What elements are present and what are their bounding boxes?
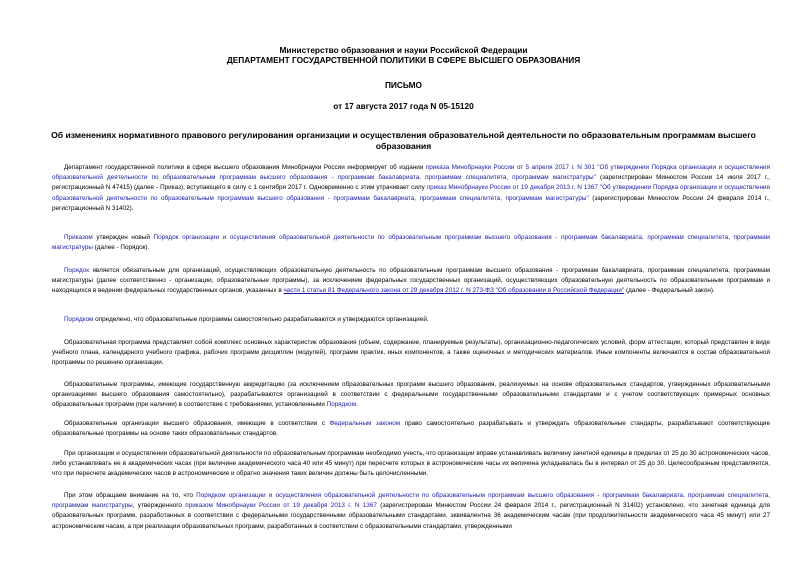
paragraph-text: Образовательная программа представляет собой комплекс основных характеристик образования (объем, содержание, планируемые результаты), организационно-педагогических условий, форм аттестации, который представлен в виде учебного плана, календарного учебного графика, рабочих программ дисциплин (модулей), программ практик, иных компонентов, а также оценочных и методических материалов. Иные компоненты включаются в состав образовательной программы по решению организации. — [52, 339, 770, 367]
paragraph-1 — [52, 163, 770, 214]
link-order-1367[interactable]: приказом Минобрнауки России от 19 декабря 2013 г. N 1367 — [185, 502, 377, 510]
link-federal-law-273[interactable]: части 1 статьи 81 Федерального закона от 29 декабря 2012 г. N 273-ФЗ "Об образовании в Российской Федерации" — [283, 287, 625, 295]
link-order-301[interactable]: приказа Минобрнауки России от 5 апреля 2017 г. N 301 "Об утверждении Порядка организации и осуществления образовательной деятельности по образовательным программам высшего образования - программам бакалавриата, программам специалитета, программам магистратуры" — [52, 164, 771, 182]
paragraph-4 — [52, 315, 770, 325]
link-procedure[interactable]: Порядок организации и осуществления образовательной деятельности по образовательным программам высшего образования - программам бакалавриата, программам специалитета, программам магистратуры — [52, 234, 770, 252]
paragraph-text: (далее - Порядок). — [92, 244, 150, 252]
paragraph-text: является обязательным для организаций, осуществляющих образовательную деятельность по образовательным программам высшего образования - программам бакалавриата, программам специалитета, программам магистратуры (далее соответственно - организации, образовательные программы), за исключением федеральных государственных организаций, осуществляющих образовательную деятельность по образовательным программам и находящихся в ведении федеральных государственных органов, указанных в — [52, 267, 770, 295]
paragraph-text: При организации и осуществлении образовательной деятельности по образовательным программам необходимо учесть, что организации вправе устанавливать величину зачетной единицы в пределах от 25 до 30 астрономических часов, либо устанавливать ее в академических часах (при величине академического часа 40 или 45 минут) при пересчете которых в астрономические часы их величина укладывалась бы в интервал от 25 до 30. Целесообразным представляется, что при пересчете академических часов в астрономические и обратно значения таких величин должны быть целочисленными. — [52, 450, 770, 478]
paragraph-2 — [52, 233, 770, 253]
paragraph-text: Департамент государственной политики в сфере высшего образования Минобрнауки России информирует об издании — [64, 164, 426, 171]
document-date-number: от 17 августа 2017 года N 05-15120 — [333, 101, 474, 111]
paragraph-3 — [52, 266, 770, 297]
paragraph-text: (зарегистрирован Минюстом России 24 февраля 2014 г., регистрационный N 31402) установлено, что зачетная единица для образовательных программ, разработанных в соответствии с федеральными государственными образовательными стандартами, эквивалентна 36 академическим часам (при продолжительности академического часа 45 минут) или 27 астрономическим часам, а при реализации образовательных программ, разработанных в соответствии с образовательными стандартами, утвержденными — [52, 502, 770, 530]
paragraph-text: При этом обращаем внимание на то, что — [64, 492, 197, 499]
link-procedure[interactable]: Порядком — [64, 316, 94, 323]
link-order-1367[interactable]: приказ Минобрнауки России от 19 декабря 2013 г. N 1367 "Об утверждении Порядка организации и осуществления образовательной деятельности по образовательным программам высшего образования - программам бакалавриата, программам специалитета, программам магистратуры" — [52, 184, 770, 202]
document-type: ПИСЬМО — [384, 80, 423, 90]
link-federal-law[interactable]: Федеральным законом — [329, 420, 401, 427]
paragraph-8 — [52, 449, 770, 480]
paragraph-text: Образовательные программы, имеющие государственную аккредитацию (за исключением образовательных программ высшего образования, реализуемых на основе образовательных стандартов, утвержденных образовательными организациями высшего образования самостоятельно), разрабатываются организацией в соответствии с федеральными государственными образовательными стандартами и с учетом соответствующих примерных основных образовательных программ (при наличии) в соответствие с требованиями, установленными — [52, 381, 770, 409]
paragraph-9 — [52, 491, 770, 532]
paragraph-text: (зарегистрирован Минюстом России 14 июля 2017 г., регистрационный N 47415) (далее - Приказ), вступающего в силу с 1 сентября 2017 г. Одновременно с этим утрачивает силу — [52, 174, 770, 192]
paragraph-text: Образовательные организации высшего образования, имеющие в соответствии с — [64, 420, 330, 427]
ministry-name: Министерство образования и науки Российской Федерации — [279, 45, 528, 55]
paragraph-text: (зарегистрирован Минюстом России 24 февраля 2014 г., регистрационный N 31402). — [52, 194, 770, 212]
department-name: ДЕПАРТАМЕНТ ГОСУДАРСТВЕННОЙ ПОЛИТИКИ В СФЕРЕ ВЫСШЕГО ОБРАЗОВАНИЯ — [226, 55, 581, 65]
letter-header — [0, 45, 807, 65]
link-order[interactable]: Приказом — [64, 234, 93, 241]
paragraph-6 — [52, 380, 770, 411]
paragraph-text: . — [356, 401, 358, 409]
paragraph-5 — [52, 338, 770, 369]
paragraph-text: , утвержденного — [132, 502, 186, 510]
paragraph-text: определено, что образовательные программы самостоятельно разрабатываются и утверждаются организацией. — [93, 316, 429, 323]
paragraph-text: утвержден новый — [92, 234, 154, 241]
paragraph-7 — [52, 419, 770, 439]
link-procedure[interactable]: Порядок — [64, 267, 89, 274]
paragraph-text: (далее - Федеральный закон). — [624, 287, 715, 295]
link-procedure-1367[interactable]: Порядком организации и осуществления образовательной деятельности по образовательным программам высшего образования - программам бакалавриата, программам специалитета, программам магистратуры — [52, 492, 770, 510]
paragraph-text: право самостоятельно разрабатывать и утверждать образовательные стандарты, разрабатывают соответствующие образовательные программы на основе таких образовательных стандартов. — [52, 420, 770, 438]
document-subject: Об изменениях нормативного правового регулирования организации и осуществления образовательной деятельности по образовательным программам высшего образования — [51, 130, 756, 151]
link-procedure[interactable]: Порядком — [326, 401, 357, 409]
